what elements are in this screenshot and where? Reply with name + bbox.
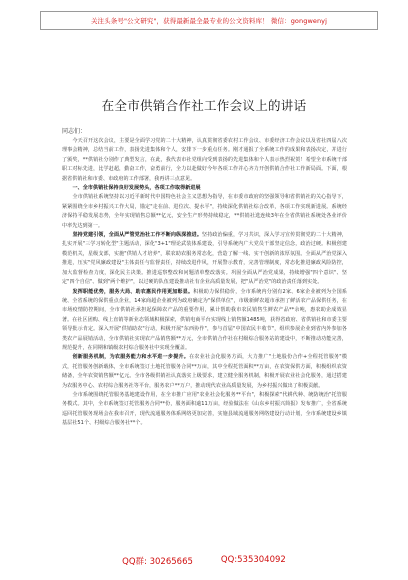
paragraph-text: 坚持政治偏重，学习共识，深入学习宣传贯彻党的二十大精神，扎实开展"三学习转化型"主题活动，深化"3+1"理论武装体系建设，引导系统内广大党员干部坚定信念，政治过硬。积极创建模范机关，星级支部，实施"供销人才培养"，联农助农服务常态化，营造了解一线、实干创新的浓厚氛围。全面从严治党深入推进，压实"党风廉政建设"主体责任与监督责任，持续改进作风，开展警示教育，完善管理制度，常态化推进廉政风险防控，加大监督检查力度，深化民主决策。推进巡察整改和问题清单整改落实。巩固全面从严治党成果，持续增强"四个意识"、坚定"四个自信"、做到"两个维护"，以过硬的队伍建设推动社有企业高质量发展，把"从严治党"的政治责任落到实处。 <box>62 232 348 286</box>
paragraph-intro: 今天召开这次会议，主要是全面学习党的二十大精神，认真贯彻省委农村工作会议、市委经济工作会议以及省社四届八次理事会精神，总结当前工作，表扬先进集体和个人，安排下一步重点任务。刚才通报了全系统工作的成果和表扬决定，并进行了颁奖，**供销社分别作了典型发言，在此，我代表市社党组向受到表扬的先进集体和个人表示热烈祝贺！希望全市系统干部职工对标先进，比学赶超，勤奋工作，奋勇前行，全力以赴做好今年各项工作并心齐力开创供销合作社工作新局面。下面，根据省供销社和市委、市政府的工作部署，我再讲三点意见。 <box>62 138 347 182</box>
document-body <box>62 137 347 429</box>
paragraph-lead: 发挥职能优势，服务大局、助农惠民作用更加彰显。 <box>72 288 194 295</box>
paragraph <box>62 353 347 391</box>
footer-qq: QQ:535304092 <box>220 555 286 565</box>
document-title: 在全市供销合作社工作会议上的讲话 <box>101 98 307 113</box>
paragraph-lead: 创新服务机制，为农服务能力和水平进一步提升。 <box>72 354 190 361</box>
paragraph <box>62 288 347 354</box>
footer <box>0 555 408 567</box>
paragraph <box>62 231 347 287</box>
promo-banner <box>40 11 378 30</box>
paragraph: 全市供销社系统坚持以习近平新时代中国特色社会主义思想为指导，在市委市政府的坚强领导和省供销社的关心指导下，紧紧围绕全市乡村振兴工作大局，锚定"走在前、进位次、提水平"，持续深化供销社综合改革，各项工作实现新进展。系统经济保持平稳发展态势，全年实现销售总额**亿元，安全生产形势持续稳定，**供销社选连续3年在全省供销社系统处各业评价中率先达到第一。 <box>62 194 347 229</box>
paragraph-lead: 坚持党建引领，全面从严管党治社工作不断向纵深推进。 <box>72 232 203 239</box>
paragraph-text: 在农业社会化服务方面，大力推广"土地股份合作+全程托管服务"模式，托管服务创新载体，全市系统签订土地托管服务合同**万亩，其中全程托管面积**万亩，在农资保供方面，积极组织农资储备，全年农资销售额**亿元。全市各级供销社认真落实上级要求，建立健全服务机制，积极开展农业社会化服务，通过搭建为农服务中心、农村综合服务社等平台，服务农户**万户，推动现代农业高质量发展，为乡村振兴做出了积极贡献。 <box>62 354 347 389</box>
greeting: 同志们： <box>62 128 87 135</box>
paragraph-text: 积极助力保供稳价，全市系统内分别有2家、6家企业被列为全国系统、全省系统的保供重点企业，14家商超企业被列为政府确定为"保供单位"，市级新鲜农超市承担了鲜活农产品保供任务，在市场疫情防控期间，全市供销社承担起保障农产品的重要作用，累计帮助我市农民销售生鲜农产品**余吨，惠农助企成效显著。在社区团购、线上直销等新业态领域积极探索，供销电商平台实现线上销售额1485吨，获得省政府、省供销社和市委主要领导批示肯定。深入开展"供销助农"行动，积极开展"东西协作"，参与首届"中国农民丰收节"，组织参展企业到省内外参加各类农产品展销活动，全市供销社实现农产品销售额**万元，全市供销合作社在村级综合服务站的建设中，不断推动功能完善，规范提升，在同期和镇级农村综合服务社中实现全覆盖。 <box>62 288 347 351</box>
section-heading: 一、全市供销社保持良好发展势头，各项工作取得新进展 <box>72 185 201 192</box>
footer-qq-group: QQ群: 30265665 <box>122 557 193 567</box>
banner-text: 关注头条号"公文研究"，获得最新最全最专业的公文资料库！ 微信：gongwenyj <box>90 17 328 25</box>
paragraph: 全市系统围绕托管服务基地建设作用，在全市推广应用"农业社会化服务**平台"，积极探索"代耕代种、统防统治"托管服务模式。其中，全市系统签订托管服务合同**份，服务面积逾11万亩，经验做法在《山东乡村振兴简报》发布推广，全省系统巡回托管服务现场会在我市召开，现代流通服务体系网络更加完善，实施县域流通服务网络建设行动计划，全市系统建设乡镇基层社51个、村级综合服务社**个。 <box>62 391 347 427</box>
